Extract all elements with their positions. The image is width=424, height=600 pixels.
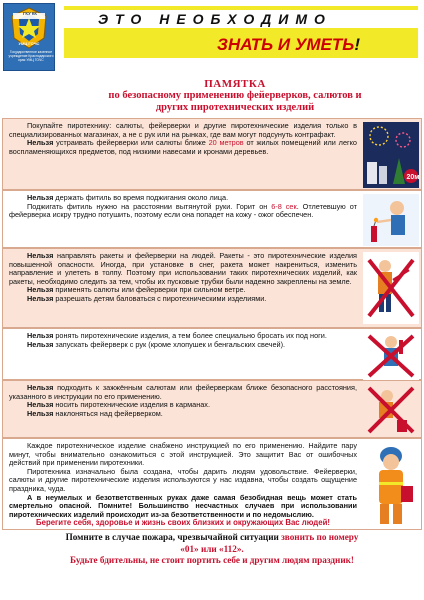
header [0,0,424,74]
distance-highlight: 20 метров [208,138,244,148]
paragraph: А в неумелых и безответственных руках даже самая безобидная вещь может стать смертельно опасной. Помните! Большинство несчастных случаев при использовании пиротехнических изделий происходит из-за безответственности и по недомыслию. [9,492,357,519]
banner-exclamation: ! [354,35,360,54]
emergency-emblem-logo [3,3,55,71]
section-dropping [2,328,422,380]
text-run: . Отлетевшую от фейерверка искру трудно потушить, поэтому если она попадет на кожу - ожог обеспечен. [9,201,357,220]
text-run: держать фитиль во время поджигания около лица. [53,193,229,202]
paragraph: Пиротехника изначально была создана, чтобы дарить людям удовольствие. Фейерверки, салюты и другие пиротехнические изделия используются у нас издавна, чтобы создать ощущение праздника, чуда. [9,466,357,493]
page-title [70,78,400,114]
warning-word: Нельзя [27,383,54,392]
logo-caption: Государственное казенное учреждение Краснодарского края УМЦ ГОЧС [8,50,54,62]
closing-appeal: Берегите себя, здоровье и жизнь своих близких и окружающих Вас людей! [36,518,330,528]
footer-closing: Будьте бдительны, не стоит портить себе и другим людям праздник! [70,555,354,565]
logo-badge-text: ГКУ КК [23,11,37,16]
paragraph: Каждое пиротехническое изделие снабжено инструкцией по его применению. Найдите пару минут, чтобы внимательно ознакомиться с этой инструкцией. Это защитит Вас от ошибочных действий при применении пиротехники. [9,441,357,468]
section-text [9,384,357,418]
title-line1: ПАМЯТКА [204,78,266,90]
warning-word: Нельзя [27,331,54,340]
text-run: запускать фейерверк с рук (кроме хлопушек и бенгальских свечей). [53,339,286,349]
warning-word: Нельзя [27,408,54,418]
paragraph [9,410,357,419]
text-run: носить пиротехнические изделия в карманах. [53,400,210,410]
fireworks-night-illustration [363,122,419,188]
warning-word: Нельзя [27,400,54,410]
title-line2: по безопасному применению фейерверков, салютов и [108,90,362,101]
warning-word: Нельзя [27,339,54,349]
time-highlight: 6-8 сек [271,201,297,211]
section-distance [2,380,422,438]
logo-badge-text-2: УМЦ ГОЧС [18,41,40,46]
text-run: ронять пиротехнические изделия, а тем более специально бросать их под ноги. [53,331,327,340]
section-fuse [2,190,422,248]
section-instructions [2,438,422,530]
text-run: Поджигать фитиль нужно на расстоянии вытянутой руки. Горит он [27,201,272,211]
paragraph: Покупайте пиротехнику: салюты, фейерверки и другие пиротехнические изделия только в специализированных магазинах, а не с рук или на рынках, где вам могут подсунуть контрафакт. [9,121,357,139]
paragraph [9,295,357,304]
warning-word: Нельзя [27,138,54,148]
text-run: применять салюты или фейерверки при сильном ветре. [53,285,246,295]
text-run: направлять ракеты и фейерверки на людей. Ракеты - это пиротехнические изделия повышенной опасности. Иногда, при установке в снег, ракета может накрениться, изменить направление и улететь в толпу. Поэтому при использовании таких пиротехнических изделий, как ракеты, необходимо следить за тем, чтобы их пусковые трубки были надежно закреплены на земле. [9,251,357,286]
section-rockets [2,248,422,328]
lighting-fuse-illustration [363,194,419,246]
paragraph [9,252,357,286]
footer-line1 [4,532,420,544]
warning-word: Нельзя [27,193,54,202]
prohibited-hand-launch-illustration [363,332,419,380]
text-run: от жилых помещений или легко воспламеняющихся предметов, под низкими навесами и кронами деревьев. [9,138,357,156]
prohibited-leaning-illustration [363,384,419,436]
paragraph [9,384,357,401]
warning-word: Нельзя [27,285,54,295]
rescuer-illustration [363,442,419,528]
distance-sign-label: 20м [406,174,419,181]
banner [64,6,418,58]
footer-call-text: звонить по номеру [281,532,359,542]
text-run: подходить к зажжённым салютам или фейерверкам ближе безопасного расстояния, указанного в инструкции по его применению. [9,383,357,401]
footer [4,532,420,567]
title-line3: других пиротехнических изделий [155,102,315,113]
footer-text: Помните в случае пожара, чрезвычайной ситуации [65,532,282,542]
warning-word: Нельзя [27,251,54,260]
section-text [9,122,357,156]
section-text [9,332,357,349]
banner-line2 [217,35,360,55]
banner-line1: ЭТО НЕОБХОДИМО [98,11,332,27]
emergency-numbers: «01» или «112». [180,543,244,554]
paragraph [9,139,357,156]
paragraph [9,203,357,220]
text-run: разрешать детям баловаться с пиротехническими изделиями. [53,293,267,303]
section-text [9,442,357,528]
section-text [9,194,357,220]
text-run: устраивать фейерверки или салюты ближе [53,138,209,148]
text-run: наклоняться над фейерверком. [53,408,163,418]
prohibited-rocket-illustration [363,252,419,324]
warning-word: Нельзя [27,293,54,303]
banner-line2-text: ЗНАТЬ И УМЕТЬ [217,35,355,54]
paragraph [9,341,357,350]
section-text [9,252,357,304]
section-purchase [2,118,422,190]
